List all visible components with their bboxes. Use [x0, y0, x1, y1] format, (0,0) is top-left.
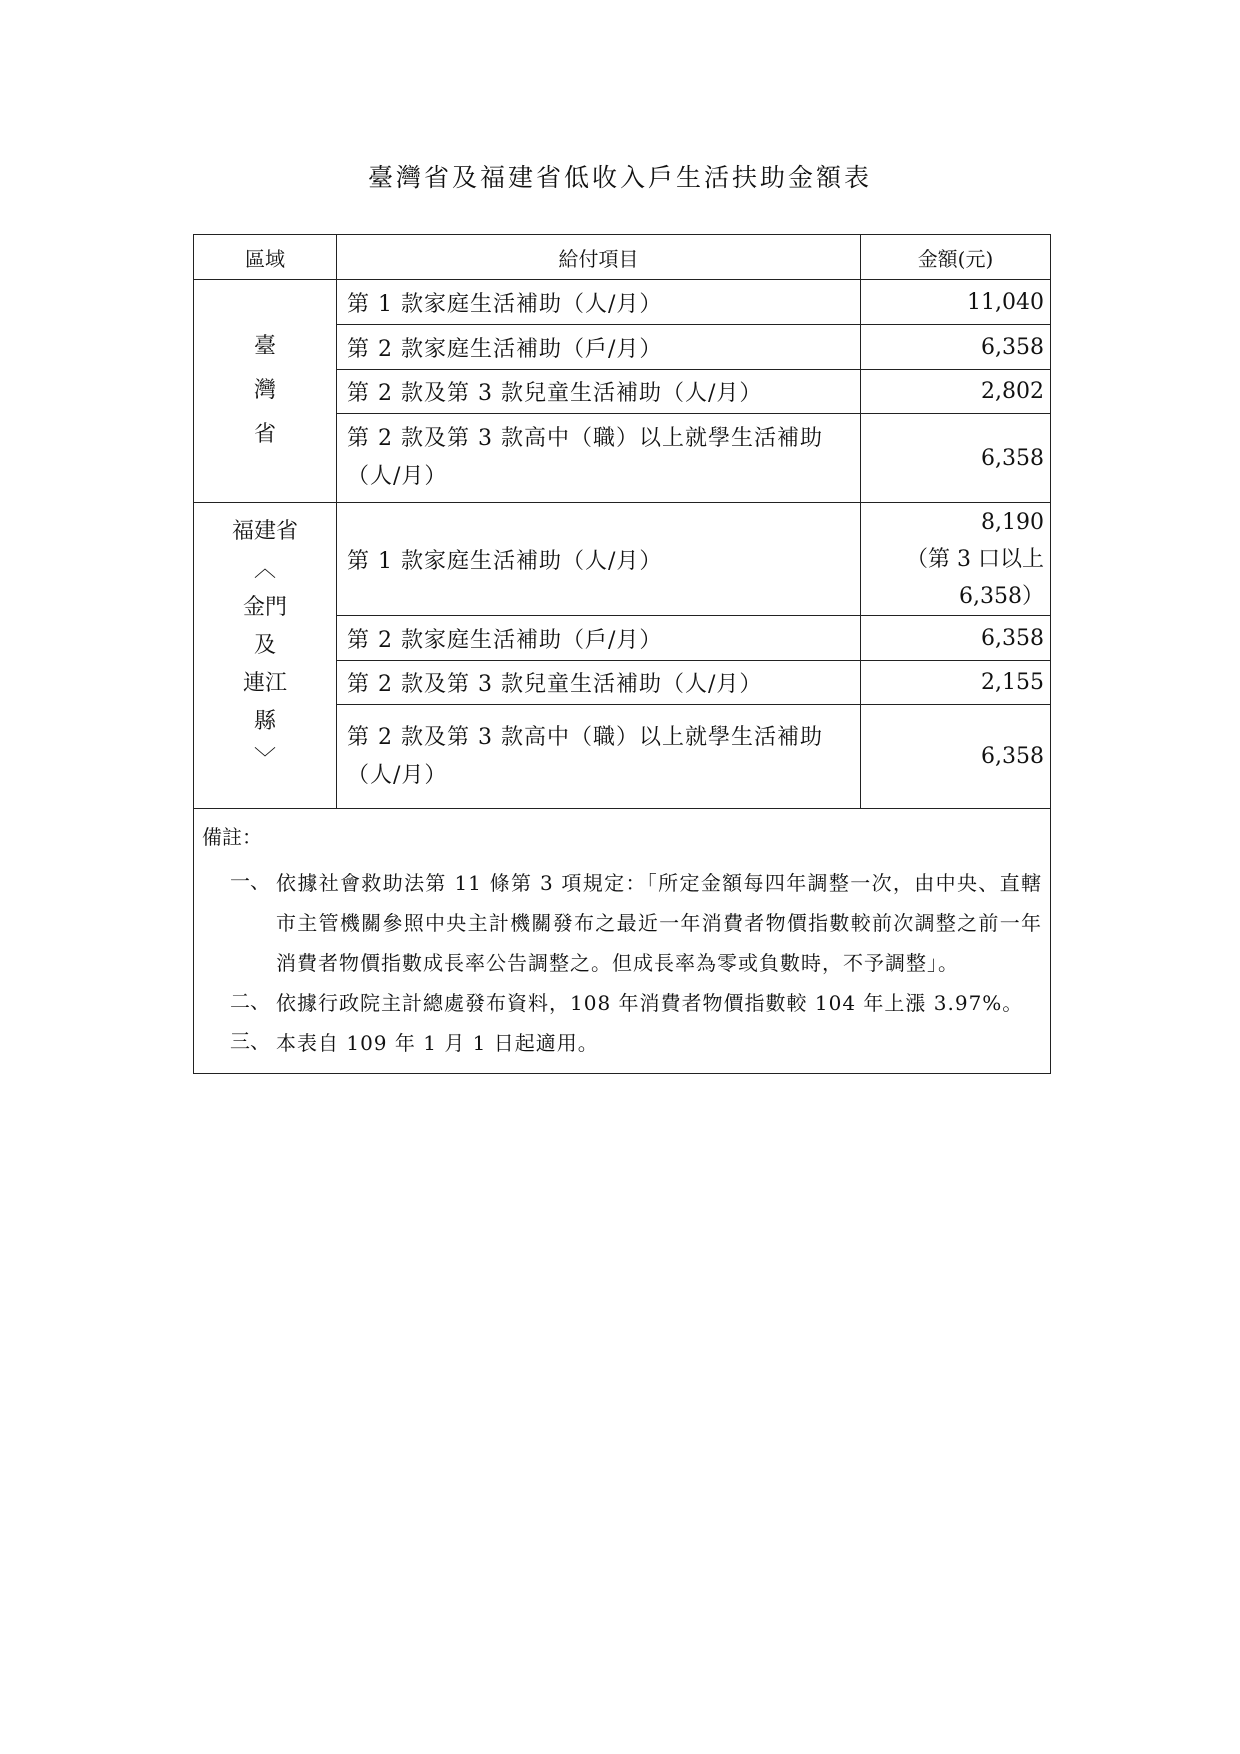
amount-cell: 6,358: [861, 705, 1051, 809]
region-taiwan: [194, 280, 337, 503]
item-cell: 第 2 款及第 3 款兒童生活補助（人/月）: [337, 370, 861, 414]
region-line: 縣: [253, 709, 276, 734]
region-char: 臺: [253, 334, 276, 359]
item-cell: 第 2 款家庭生活補助（戶/月）: [337, 616, 861, 661]
region-line: 福建省: [231, 519, 298, 544]
note-mark: 一、: [230, 869, 270, 893]
item-line: 第 2 款及第 3 款高中（職）以上就學生活補助: [347, 724, 823, 750]
note-item: [202, 1023, 1042, 1063]
amount-cell: 11,040: [861, 280, 1051, 325]
item-cell: 第 1 款家庭生活補助（人/月）: [337, 280, 861, 325]
note-text: 依據社會救助法第 11 條第 3 項規定：「所定金額每四年調整一次，由中央、直轄市主管機關參照中央主計機關發布之最近一年消費者物價指數較前次調整之前一年消費者物價指數成長率公告調整之。但成長率為零或負數時，不予調整」。: [276, 871, 1042, 975]
notes-heading: 備註：: [202, 825, 262, 849]
region-line: 金門: [242, 595, 287, 620]
region-line: 及: [253, 633, 276, 658]
item-cell: [337, 705, 861, 809]
region-fujian: [194, 503, 337, 809]
table-header-row: [194, 235, 1051, 280]
item-line: 第 2 款及第 3 款高中（職）以上就學生活補助: [347, 426, 823, 451]
amount-cell: 6,358: [861, 414, 1051, 503]
amount-cell: 6,358: [861, 325, 1051, 370]
region-char: 省: [253, 422, 276, 447]
notes-cell: [194, 809, 1051, 1074]
amount-cell: 2,802: [861, 370, 1051, 414]
item-cell: 第 1 款家庭生活補助（人/月）: [337, 503, 861, 616]
header-amount: 金額(元): [861, 235, 1051, 280]
document-title: 臺灣省及福建省低收入戶生活扶助金額表: [367, 163, 872, 192]
amount-cell: 2,155: [861, 661, 1051, 705]
note-text: 本表自 109 年 1 月 1 日起適用。: [276, 1031, 599, 1055]
item-cell: [337, 414, 861, 503]
note-text: 依據行政院主計總處發布資料，108 年消費者物價指數較 104 年上漲 3.97%。: [276, 991, 1024, 1015]
item-cell: 第 2 款家庭生活補助（戶/月）: [337, 325, 861, 370]
amount-cell: [861, 503, 1051, 616]
amount-line: 8,190: [981, 509, 1044, 535]
note-item: [202, 983, 1042, 1023]
amount-cell: 6,358: [861, 616, 1051, 661]
table-row: [194, 503, 1051, 616]
region-line: 連江: [242, 671, 287, 696]
amount-line: （第 3 口以上: [906, 546, 1044, 572]
header-region: 區域: [194, 235, 337, 280]
region-line: ︿: [253, 557, 276, 582]
amount-line: 6,358）: [959, 583, 1044, 609]
note-mark: 三、: [230, 1029, 270, 1053]
table-row: [194, 280, 1051, 325]
item-cell: 第 2 款及第 3 款兒童生活補助（人/月）: [337, 661, 861, 705]
note-mark: 二、: [230, 989, 270, 1013]
item-line: （人/月）: [347, 464, 448, 489]
assistance-amount-table: [193, 234, 1051, 1074]
note-item: [202, 863, 1042, 983]
header-item: 給付項目: [337, 235, 861, 280]
notes-row: [194, 809, 1051, 1074]
item-line: （人/月）: [347, 762, 448, 788]
region-line: ﹀: [253, 747, 276, 772]
region-char: 灣: [253, 378, 276, 403]
